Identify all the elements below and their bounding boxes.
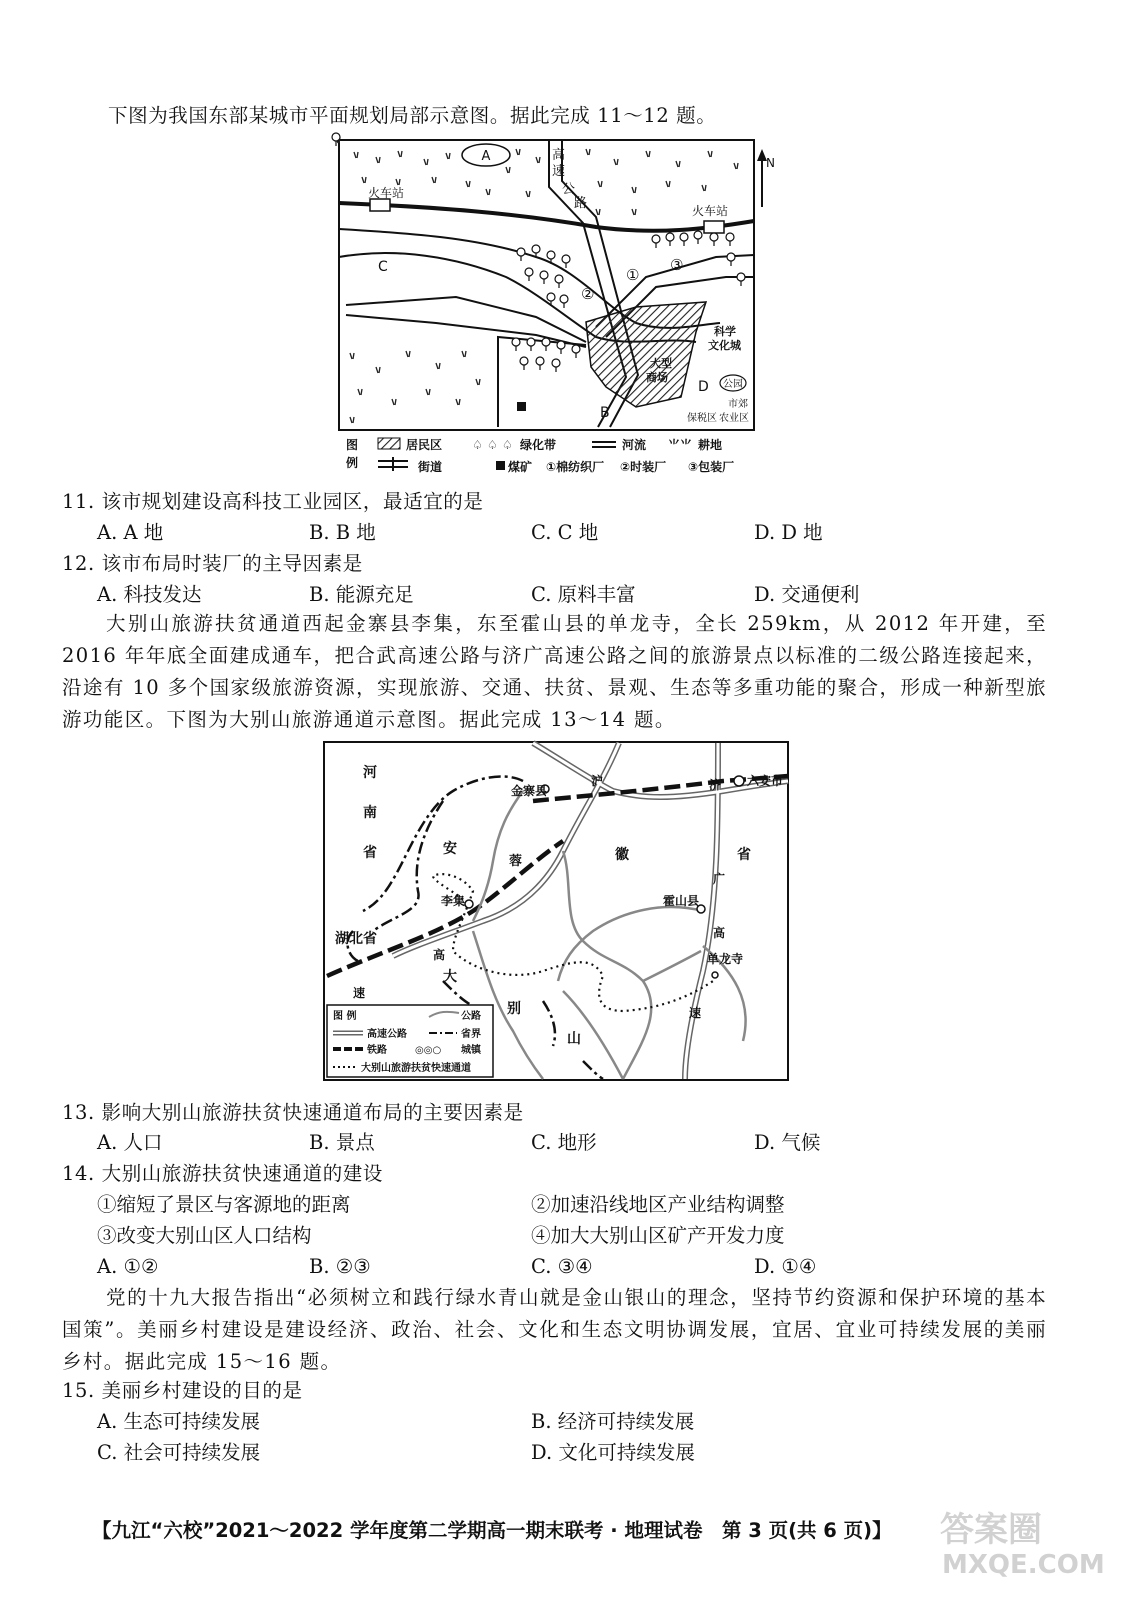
map2-label-guang: 广 (713, 872, 726, 886)
map1-highway-char-2: 速 (552, 164, 566, 179)
intro-text-1: 下图为我国东部某城市平面规划局部示意图。据此完成 11～12 题。 (108, 104, 717, 127)
q15-option-a: A. 生态可持续发展 (97, 1410, 260, 1433)
map2-label-he: 河 (363, 765, 377, 781)
svg-text:绿化带: 绿化带 (520, 438, 557, 452)
svg-text:公路: 公路 (461, 1011, 481, 1022)
train-station-east-icon (704, 221, 724, 233)
question-11-stem: 11. 该市规划建设高科技工业园区，最适宜的是 (62, 490, 484, 513)
map2-label-jinzhai: 金寨县 (511, 784, 548, 798)
q15-option-c: C. 社会可持续发展 (97, 1441, 261, 1464)
svg-text:②时装厂: ②时装厂 (620, 460, 667, 474)
coal-mine-marker (517, 402, 526, 411)
svg-text:例: 例 (346, 456, 359, 470)
question-13-stem: 13. 影响大别山旅游扶贫快速通道布局的主要因素是 (62, 1101, 524, 1124)
q14-option-b: B. ②③ (309, 1255, 371, 1278)
map2-label-gao-e: 高 (713, 926, 726, 940)
map1-label-park: 公园 (723, 379, 743, 390)
map2-label-nan: 南 (363, 805, 377, 821)
svg-text:煤矿: 煤矿 (508, 460, 533, 474)
intro-text-3: 党的十九大报告指出“必须树立和践行绿水青山就是金山银山的理念，坚持节约资源和保护环境的基本国策”。美丽乡村建设是建设经济、政治、社会、文化和生态文明协调发展，宜居、宜业可持续发展的美丽乡村。据此完成 15～16 题。 (62, 1286, 1047, 1373)
q13-option-c: C. 地形 (531, 1131, 597, 1154)
map1-label-science-2: 文化城 (708, 339, 741, 352)
map2-label-gao-w: 高 (433, 948, 446, 962)
svg-text:河流: 河流 (622, 438, 647, 452)
map1-label-suburb-1: 市郊 (728, 399, 748, 410)
map1-label-1: ① (626, 266, 640, 284)
q12-option-c: C. 原料丰富 (531, 583, 636, 606)
q13-option-b: B. 景点 (309, 1131, 375, 1154)
map1-label-C: C (378, 259, 388, 275)
town-danlong-icon (712, 972, 718, 978)
map1-label-D: D (698, 379, 709, 395)
map2-label-an: 安 (443, 841, 457, 857)
q14-option-a: A. ①② (97, 1255, 159, 1278)
q12-option-a: A. 科技发达 (97, 583, 202, 606)
svg-text:城镇: 城镇 (461, 1045, 481, 1056)
q15-option-d: D. 文化可持续发展 (531, 1441, 695, 1464)
question-12-stem: 12. 该市布局时装厂的主导因素是 (62, 552, 363, 575)
map2-label-da: 大 (443, 969, 457, 985)
svg-text:居民区: 居民区 (406, 438, 443, 452)
map1-label-A: A (481, 149, 491, 164)
map2-label-su-w: 速 (353, 986, 366, 1000)
map2-label-sheng-e: 省 (737, 847, 751, 863)
map2-label-luan: 六安市 (747, 774, 784, 788)
map1-label-2: ② (581, 285, 595, 303)
q14-option-c: C. ③④ (531, 1255, 593, 1278)
city-planning-map-svg (336, 137, 775, 477)
map1-label-mall-2: 商场 (646, 371, 668, 384)
map1-label-science-1: 科学 (714, 325, 736, 338)
map2-label-ji: 济 (709, 778, 722, 792)
svg-text:铁路: 铁路 (367, 1045, 387, 1056)
q14-item-2: ②加速沿线地区产业结构调整 (531, 1193, 785, 1216)
map1-highway-char-4: 路 (574, 196, 588, 211)
map2-label-rong: 蓉 (509, 854, 523, 869)
q11-option-c: C. C 地 (531, 521, 599, 544)
watermark-url: MXQE.COM (942, 1550, 1105, 1580)
map2-label-bie: 别 (507, 1001, 521, 1017)
town-liji-icon (465, 900, 473, 908)
svg-text:街道: 街道 (418, 460, 443, 474)
map2-label-hui: 徽 (615, 847, 629, 863)
q12-option-d: D. 交通便利 (754, 583, 860, 606)
map1-north: N (766, 156, 775, 170)
map1-highway-char-3: 公 (562, 182, 576, 197)
map2-label-sheng-w: 省 (363, 845, 377, 861)
svg-text:图 例: 图 例 (333, 1011, 357, 1022)
city-planning-map (336, 137, 775, 477)
q14-option-d: D. ①④ (754, 1255, 817, 1278)
q14-item-4: ④加大大别山区矿产开发力度 (531, 1224, 785, 1247)
q11-option-b: B. B 地 (309, 521, 376, 544)
map1-station-east: 火车站 (692, 204, 729, 218)
q12-option-b: B. 能源充足 (309, 583, 414, 606)
map2-label-danlong: 单龙寺 (707, 952, 744, 966)
svg-text:①棉纺织厂: ①棉纺织厂 (546, 460, 605, 474)
svg-text:③包装厂: ③包装厂 (688, 460, 735, 474)
map2-label-liji: 李集 (441, 894, 466, 908)
map2-label-su-e: 速 (689, 1006, 702, 1020)
q15-option-b: B. 经济可持续发展 (531, 1410, 695, 1433)
svg-text:高速公路: 高速公路 (367, 1029, 407, 1040)
svg-text:图: 图 (346, 438, 359, 452)
svg-text:⺌⺌: ⺌⺌ (668, 438, 693, 452)
map1-legend (346, 437, 734, 474)
q13-option-d: D. 气候 (754, 1131, 821, 1154)
dabieshan-route-map-svg (323, 741, 789, 1081)
question-14-stem: 14. 大别山旅游扶贫快速通道的建设 (62, 1162, 384, 1185)
svg-text:省界: 省界 (461, 1029, 481, 1040)
q14-item-1: ①缩短了景区与客源地的距离 (97, 1193, 351, 1216)
q14-item-3: ③改变大别山区人口结构 (97, 1224, 312, 1247)
town-luan-icon (734, 776, 744, 786)
map1-label-suburb-2: 农业区 (719, 413, 749, 424)
svg-text:♤ ♤ ♤: ♤ ♤ ♤ (472, 438, 513, 452)
svg-text:耕地: 耕地 (698, 438, 723, 452)
q13-option-a: A. 人口 (97, 1131, 163, 1154)
map2-legend (327, 1005, 493, 1077)
map1-highway-char-1: 高 (552, 148, 566, 163)
dabieshan-route-map (323, 741, 789, 1081)
question-15-stem: 15. 美丽乡村建设的目的是 (62, 1379, 303, 1402)
svg-text:◎◎○: ◎◎○ (415, 1045, 442, 1056)
map2-label-hu: 沪 (591, 774, 604, 788)
map2-label-huoshan: 霍山县 (663, 894, 700, 908)
q11-option-a: A. A 地 (97, 521, 164, 544)
watermark-logo-text: 答案圈 (940, 1510, 1042, 1550)
map1-label-3: ③ (670, 256, 684, 274)
map2-label-shan: 山 (567, 1031, 581, 1047)
intro-text-2: 大别山旅游扶贫通道西起金寨县李集，东至霍山县的单龙寺，全长 259km，从 2012 年开建，至 2016 年年底全面建成通车，把合武高速公路与济广高速公路之间的旅游景点以标准的二级公路连接起来，沿途有 10 多个国家级旅游资源，实现旅游、交通、扶贫、景观、生态等多重功能的聚合，形成一种新型旅游功能区。下图为大别山旅游通道示意图。据此完成 13～14 题。 (62, 612, 1047, 731)
map1-label-mall-1: 大型 (650, 357, 672, 370)
map1-label-bonded: 保税区 (687, 413, 717, 424)
page-footer: 【九江“六校”2021～2022 学年度第二学期高一期末联考 · 地理试卷 第 3 页(共 6 页)】 (92, 1519, 892, 1542)
train-station-west-icon (370, 199, 390, 211)
svg-text:大别山旅游扶贫快速通道: 大别山旅游扶贫快速通道 (361, 1063, 471, 1074)
map1-station-west: 火车站 (368, 186, 405, 200)
q11-option-d: D. D 地 (754, 521, 823, 544)
map1-label-B: B (600, 405, 610, 421)
map2-label-hubei: 湖北省 (335, 931, 377, 947)
